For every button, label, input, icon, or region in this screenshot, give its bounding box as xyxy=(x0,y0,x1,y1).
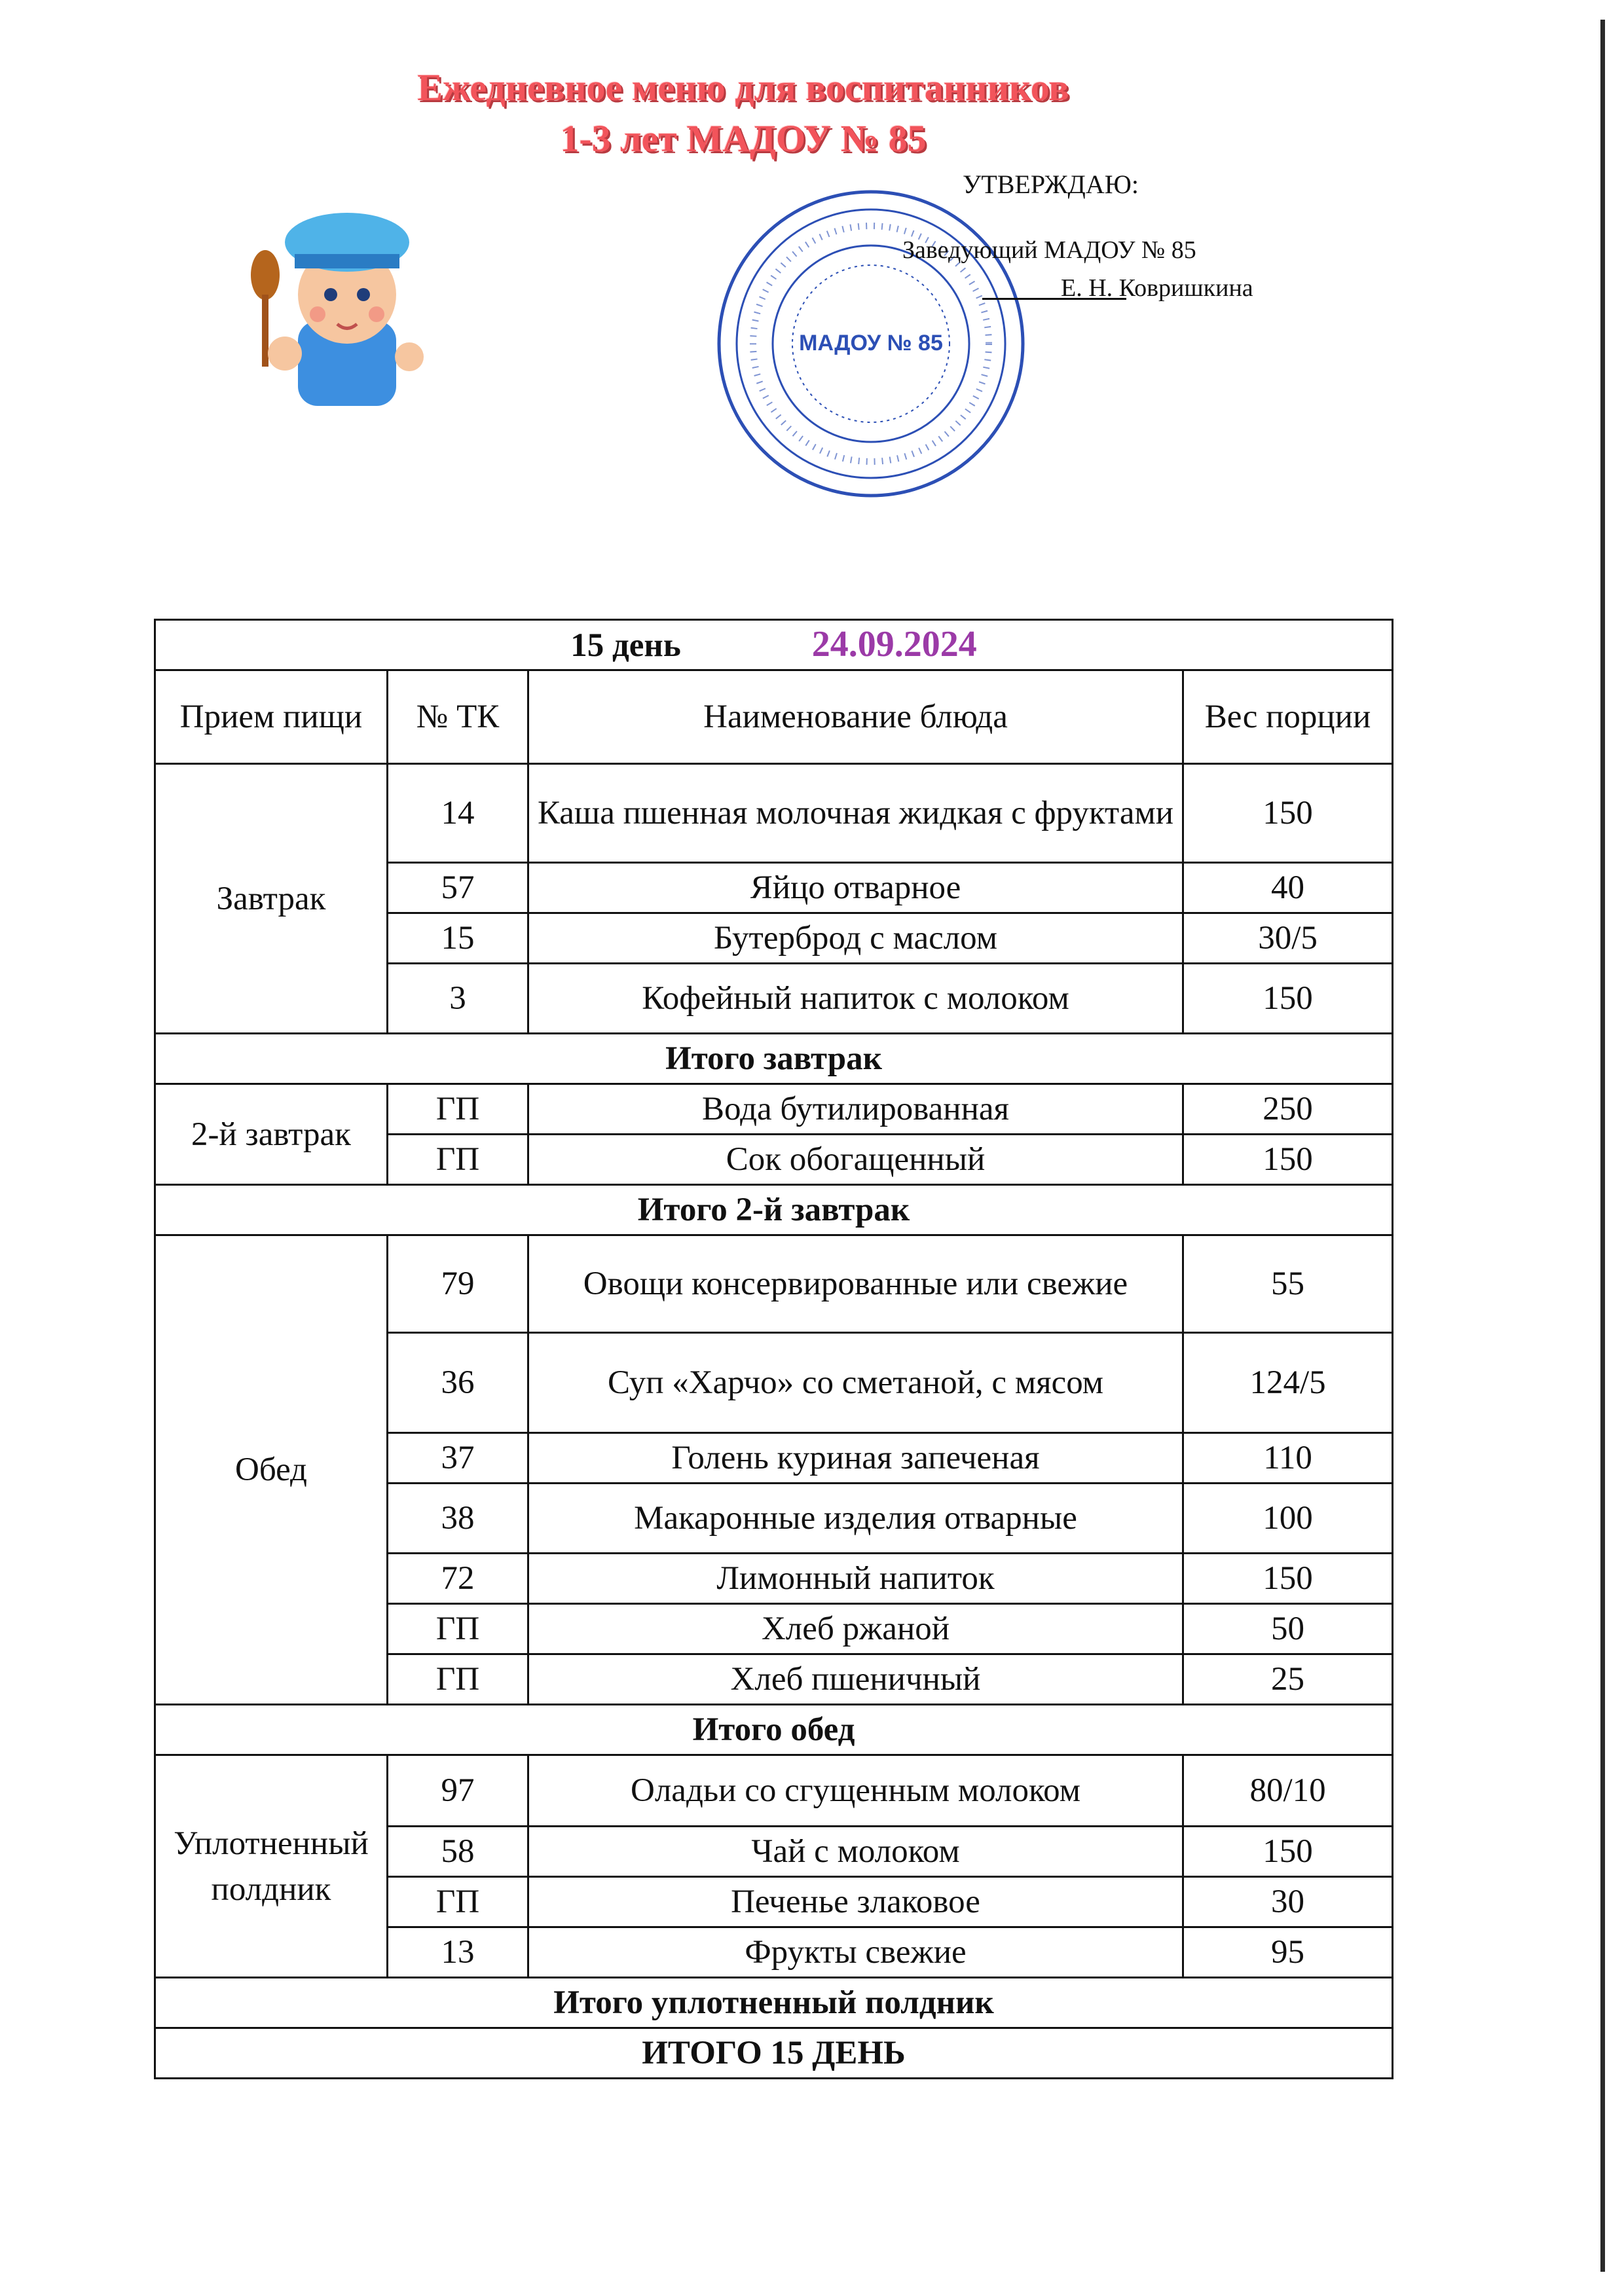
day-header-row xyxy=(155,620,1393,670)
total-row xyxy=(155,1978,1393,2028)
weight-cell: 55 xyxy=(1183,1235,1393,1333)
weight-cell: 150 xyxy=(1183,1554,1393,1604)
column-header-row xyxy=(155,670,1393,764)
total-row xyxy=(155,1034,1393,1084)
scan-edge-line xyxy=(1600,20,1605,2272)
official-stamp xyxy=(714,187,1028,501)
col-meal: Прием пищи xyxy=(155,670,388,764)
dish-cell: Бутерброд с маслом xyxy=(528,913,1183,964)
tk-cell: ГП xyxy=(388,1877,528,1927)
dish-cell: Вода бутилированная xyxy=(528,1084,1183,1135)
total-breakfast: Итого завтрак xyxy=(155,1034,1393,1084)
tk-cell: 79 xyxy=(388,1235,528,1333)
dish-cell: Кофейный напиток с молоком xyxy=(528,964,1183,1034)
weight-cell: 110 xyxy=(1183,1433,1393,1484)
title-line-1: Ежедневное меню для воспитанников xyxy=(417,66,1069,109)
dish-cell: Оладьи со сгущенным молоком xyxy=(528,1755,1183,1827)
tk-cell: ГП xyxy=(388,1084,528,1135)
weight-cell: 25 xyxy=(1183,1654,1393,1705)
total-lunch: Итого обед xyxy=(155,1705,1393,1755)
table-row xyxy=(155,764,1393,863)
tk-cell: 37 xyxy=(388,1433,528,1484)
tk-cell: ГП xyxy=(388,1604,528,1654)
weight-cell: 80/10 xyxy=(1183,1755,1393,1827)
meal-second-breakfast: 2-й завтрак xyxy=(155,1084,388,1185)
weight-cell: 50 xyxy=(1183,1604,1393,1654)
weight-cell: 40 xyxy=(1183,863,1393,913)
tk-cell: ГП xyxy=(388,1135,528,1185)
meal-snack: Уплотненный полдник xyxy=(155,1755,388,1978)
tk-cell: 38 xyxy=(388,1484,528,1554)
table-row xyxy=(155,1084,1393,1135)
total-snack: Итого уплотненный полдник xyxy=(155,1978,1393,2028)
dish-cell: Суп «Харчо» со сметаной, с мясом xyxy=(528,1333,1183,1433)
weight-cell: 150 xyxy=(1183,1827,1393,1877)
dish-cell: Овощи консервированные или свежие xyxy=(528,1235,1183,1333)
tk-cell: 13 xyxy=(388,1927,528,1978)
weight-cell: 30/5 xyxy=(1183,913,1393,964)
tk-cell: 97 xyxy=(388,1755,528,1827)
menu-date: 24.09.2024 xyxy=(811,624,977,665)
dish-cell: Печенье злаковое xyxy=(528,1877,1183,1927)
weight-cell: 150 xyxy=(1183,764,1393,863)
total-second-breakfast: Итого 2-й завтрак xyxy=(155,1185,1393,1235)
col-weight: Вес порции xyxy=(1183,670,1393,764)
meal-breakfast: Завтрак xyxy=(155,764,388,1034)
dish-cell: Чай с молоком xyxy=(528,1827,1183,1877)
page-title xyxy=(367,62,1120,164)
table-row xyxy=(155,1755,1393,1827)
weight-cell: 150 xyxy=(1183,964,1393,1034)
day-header-cell xyxy=(155,620,1393,670)
weight-cell: 30 xyxy=(1183,1877,1393,1927)
approval-name: Е. Н. Ковришкина xyxy=(1061,274,1253,302)
tk-cell: 72 xyxy=(388,1554,528,1604)
weight-cell: 150 xyxy=(1183,1135,1393,1185)
dish-cell: Яйцо отварное xyxy=(528,863,1183,913)
total-row xyxy=(155,1705,1393,1755)
tk-cell: 14 xyxy=(388,764,528,863)
grand-total-row xyxy=(155,2028,1393,2079)
tk-cell: 3 xyxy=(388,964,528,1034)
col-tk: № ТК xyxy=(388,670,528,764)
weight-cell: 100 xyxy=(1183,1484,1393,1554)
tk-cell: 36 xyxy=(388,1333,528,1433)
weight-cell: 95 xyxy=(1183,1927,1393,1978)
dish-cell: Сок обогащенный xyxy=(528,1135,1183,1185)
approval-label: УТВЕРЖДАЮ: xyxy=(963,170,1139,199)
dish-cell: Фрукты свежие xyxy=(528,1927,1183,1978)
total-row xyxy=(155,1185,1393,1235)
tk-cell: 57 xyxy=(388,863,528,913)
weight-cell: 124/5 xyxy=(1183,1333,1393,1433)
meal-lunch: Обед xyxy=(155,1235,388,1705)
approval-position: Заведующий МАДОУ № 85 xyxy=(902,236,1196,264)
dish-cell: Каша пшенная молочная жидкая с фруктами xyxy=(528,764,1183,863)
tk-cell: 58 xyxy=(388,1827,528,1877)
table-row xyxy=(155,1235,1393,1333)
dish-cell: Хлеб ржаной xyxy=(528,1604,1183,1654)
weight-cell: 250 xyxy=(1183,1084,1393,1135)
day-label: 15 день xyxy=(570,627,681,664)
menu-table xyxy=(154,619,1393,2079)
dish-cell: Макаронные изделия отварные xyxy=(528,1484,1183,1554)
dish-cell: Хлеб пшеничный xyxy=(528,1654,1183,1705)
chef-illustration xyxy=(236,196,445,412)
stamp-center-text: МАДОУ № 85 xyxy=(799,331,943,355)
title-line-2: 1-3 лет МАДОУ № 85 xyxy=(560,117,927,160)
col-dish: Наименование блюда xyxy=(528,670,1183,764)
grand-total: ИТОГО 15 ДЕНЬ xyxy=(155,2028,1393,2079)
tk-cell: ГП xyxy=(388,1654,528,1705)
dish-cell: Лимонный напиток xyxy=(528,1554,1183,1604)
tk-cell: 15 xyxy=(388,913,528,964)
dish-cell: Голень куриная запеченая xyxy=(528,1433,1183,1484)
